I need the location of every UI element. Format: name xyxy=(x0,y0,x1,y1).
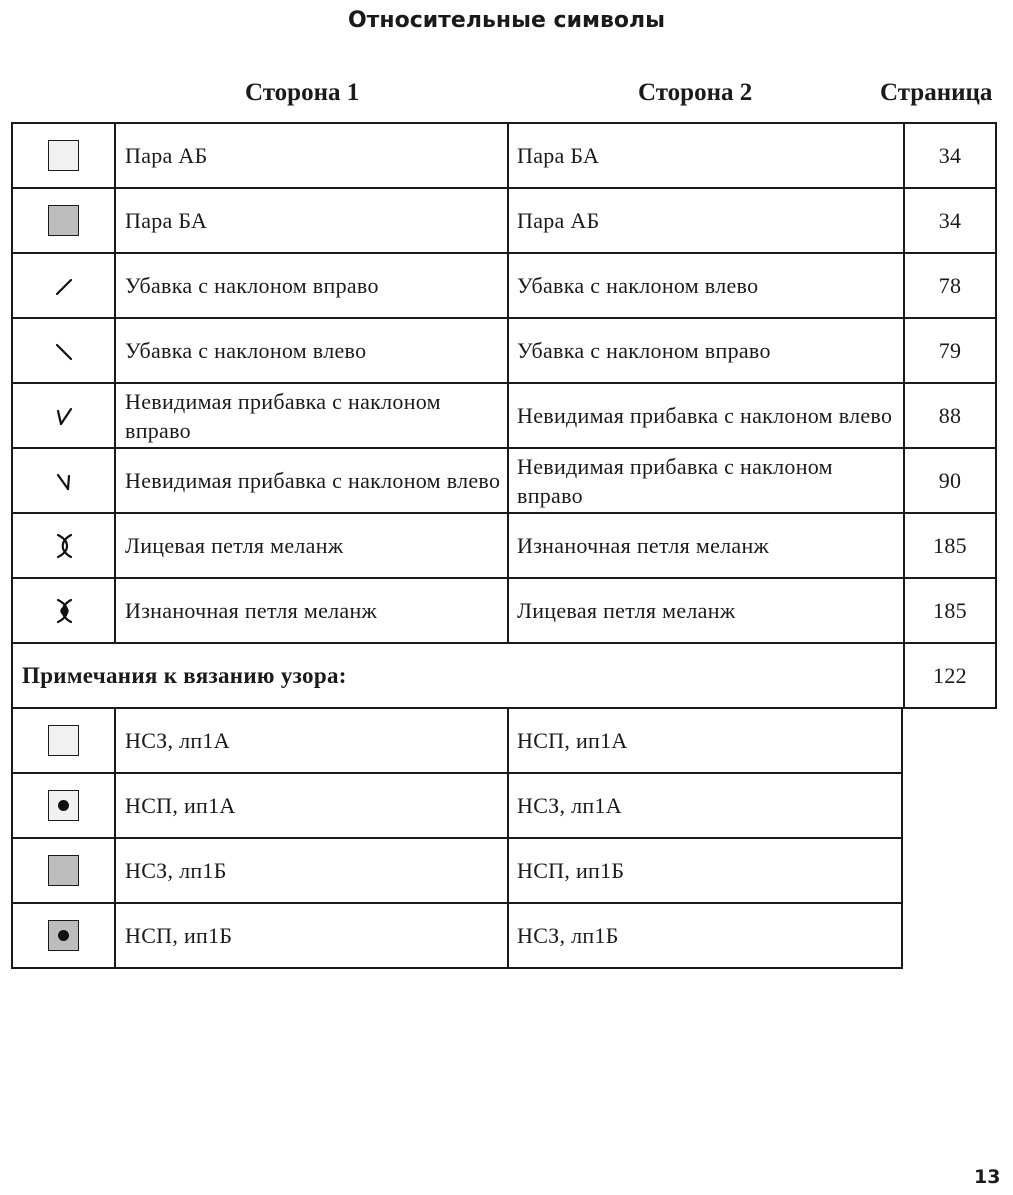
table-row xyxy=(11,512,997,577)
side2-text: Невидимая прибавка с наклоном вправо xyxy=(517,453,833,508)
side2-cell: Убавка с наклоном влево xyxy=(507,252,903,317)
table-row xyxy=(11,577,997,642)
side1-text: Невидимая прибавка с наклоном вправо xyxy=(125,388,441,443)
symbol-cell xyxy=(11,447,114,512)
side1-cell: Убавка с наклоном вправо xyxy=(114,252,507,317)
light-square-icon xyxy=(48,725,79,756)
page-cell: 34 xyxy=(903,122,997,187)
side1-text: Невидимая прибавка с наклоном влево xyxy=(125,468,501,493)
symbols-table xyxy=(11,122,997,967)
table-row xyxy=(11,317,997,382)
symbol-cell xyxy=(11,837,114,902)
side1-cell: НСЗ, лп1А xyxy=(114,707,507,772)
table-row xyxy=(11,772,997,837)
page-cell: 79 xyxy=(903,317,997,382)
light-square-dot-icon xyxy=(48,790,79,821)
purl-melange-icon xyxy=(50,596,78,626)
table-row xyxy=(11,707,997,772)
left-invisible-increase-icon xyxy=(50,466,78,496)
notes-page-cell: 122 xyxy=(903,642,997,709)
page-cell: 34 xyxy=(903,187,997,252)
side1-cell: Пара АБ xyxy=(114,122,507,187)
symbol-cell xyxy=(11,902,114,969)
side2-cell: Изнаночная петля меланж xyxy=(507,512,903,577)
page-cell: 185 xyxy=(903,577,997,642)
side2-cell: НСЗ, лп1А xyxy=(507,772,903,837)
side1-cell: Лицевая петля меланж xyxy=(114,512,507,577)
side1-cell: Пара БА xyxy=(114,187,507,252)
symbol-cell xyxy=(11,317,114,382)
side1-cell: НСЗ, лп1Б xyxy=(114,837,507,902)
table-row xyxy=(11,837,997,902)
side2-cell: Лицевая петля меланж xyxy=(507,577,903,642)
side1-cell: НСП, ип1Б xyxy=(114,902,507,969)
side1-cell: Убавка с наклоном влево xyxy=(114,317,507,382)
page-cell: 90 xyxy=(903,447,997,512)
gray-square-icon xyxy=(48,855,79,886)
side2-cell: Пара АБ xyxy=(507,187,903,252)
table-row xyxy=(11,902,997,967)
right-slant-decrease-icon xyxy=(50,271,78,301)
side2-cell: НСП, ип1А xyxy=(507,707,903,772)
notes-row xyxy=(11,642,997,707)
column-header-side1: Сторона 1 xyxy=(245,79,360,106)
side1-cell xyxy=(114,382,507,447)
right-invisible-increase-icon xyxy=(50,401,78,431)
table-row xyxy=(11,447,997,512)
symbol-cell xyxy=(11,252,114,317)
page-cell: 78 xyxy=(903,252,997,317)
side1-cell: НСП, ип1А xyxy=(114,772,507,837)
side1-cell xyxy=(114,447,507,512)
side2-cell: Убавка с наклоном вправо xyxy=(507,317,903,382)
table-row xyxy=(11,187,997,252)
side2-cell: НСЗ, лп1Б xyxy=(507,902,903,969)
symbol-cell xyxy=(11,512,114,577)
table-row xyxy=(11,252,997,317)
gray-square-icon xyxy=(48,205,79,236)
symbol-cell xyxy=(11,187,114,252)
symbol-cell xyxy=(11,577,114,642)
symbol-cell xyxy=(11,382,114,447)
symbol-cell xyxy=(11,772,114,837)
side2-cell: Пара БА xyxy=(507,122,903,187)
side1-cell: Изнаночная петля меланж xyxy=(114,577,507,642)
page-cell: 88 xyxy=(903,382,997,447)
symbol-cell xyxy=(11,707,114,772)
knit-melange-icon xyxy=(50,531,78,561)
page-title: Относительные символы xyxy=(347,8,666,33)
side2-text: Невидимая прибавка с наклоном влево xyxy=(517,403,893,428)
column-header-side2: Сторона 2 xyxy=(638,79,753,106)
gray-square-dot-icon xyxy=(48,920,79,951)
table-row xyxy=(11,122,997,187)
page-cell: 185 xyxy=(903,512,997,577)
column-header-page: Страница xyxy=(880,79,993,106)
table-row xyxy=(11,382,997,447)
left-slant-decrease-icon xyxy=(50,336,78,366)
side2-cell: НСП, ип1Б xyxy=(507,837,903,902)
side2-cell xyxy=(507,447,903,512)
side2-cell xyxy=(507,382,903,447)
light-square-icon xyxy=(48,140,79,171)
notes-label: Примечания к вязанию узора: xyxy=(11,642,903,707)
symbol-cell xyxy=(11,122,114,187)
page-number: 13 xyxy=(974,1166,1001,1188)
